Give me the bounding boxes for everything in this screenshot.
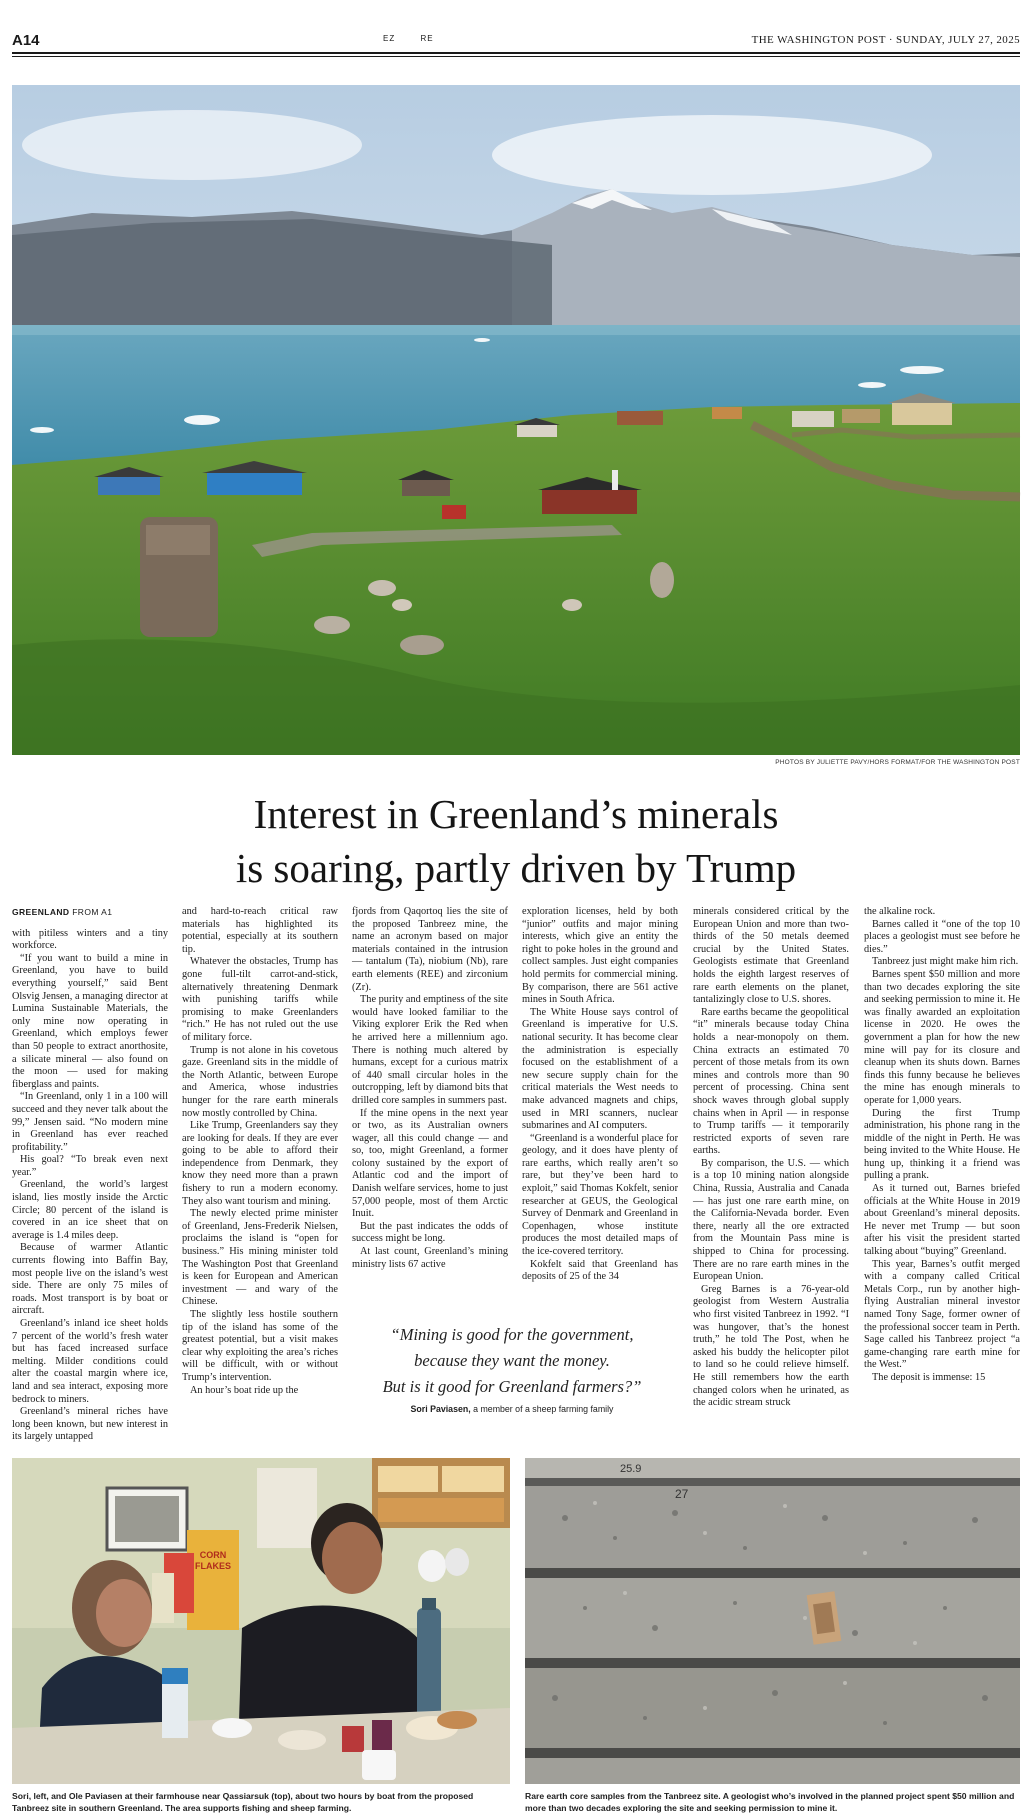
cereal-box-label bbox=[195, 1550, 231, 1571]
headline-line: Interest in Greenland’s minerals bbox=[253, 791, 779, 837]
edition-code: EZ bbox=[383, 34, 396, 43]
photo-farmhouse-kitchen bbox=[12, 1458, 510, 1784]
paper-and-date: THE WASHINGTON POST · SUNDAY, JULY 27, 2025 bbox=[751, 34, 1020, 46]
pull-quote-line: But is it good for Greenland farmers?” bbox=[382, 1377, 642, 1396]
paragraph: The White House says control of Greenland is imperative for U.S. national security. It has become clear the administration is especially focused on the establishment of a new secure supply chain for the critical materials the West needs to make advanced magnets and chips, used in MRI scanners, nuclear submarines and AI computers. bbox=[522, 1006, 678, 1132]
edition-codes bbox=[383, 34, 456, 43]
headline-line: is soaring, partly driven by Trump bbox=[235, 845, 797, 891]
pull-quote bbox=[352, 1322, 672, 1414]
paragraph: “Greenland is a wonderful place for geology, and it does have plenty of rare earths, which really aren’t so rare, but they’ve been hard to exploit,” said Thomas Kokfelt, senior researcher at GEUS, the Geological Survey of Denmark and Greenland in Copenhagen, whose institute produces the most detailed maps of the ice-covered territory. bbox=[522, 1132, 678, 1258]
jump-from: FROM A1 bbox=[72, 907, 113, 917]
page-number: A14 bbox=[12, 31, 40, 49]
paragraph: This year, Barnes’s outfit merged with a company called Critical Metals Corp., run by another high-flying Australian mineral investor named Tony Sage, former owner of the professional soccer team in Perth. Sage called his Tanbreez project “a game-changing rare earth mine for the West.” bbox=[864, 1258, 1020, 1371]
paragraph: Greg Barnes is a 76-year-old geologist from Western Australia who first visited Tanbreez in 1992. “I was hungover, that’s the honest truth,” he told The Post, when he asked his buddy the helicopter pilot to land so he could relieve himself. He still remembers how the earth changed colors when he urinated, as the acidic stream struck bbox=[693, 1283, 849, 1409]
header-rule-thin bbox=[12, 56, 1020, 57]
jump-line bbox=[12, 906, 168, 919]
core-box-marking: 25.9 bbox=[620, 1463, 642, 1475]
paragraph: The newly elected prime minister of Greenland, Jens-Frederik Nielsen, proclaims the island is “open for business.” His mining minister told The Washington Post that Greenland is keen for European and American investment — and wary of the Chinese. bbox=[182, 1208, 338, 1308]
paragraph: Trump is not alone in his covetous gaze. Greenland sits in the middle of the North Atlantic, between Europe and America, whose industries hunger for the rare earth minerals now mostly controlled by China. bbox=[182, 1044, 338, 1119]
paragraph: Greenland, the world’s largest island, lies mostly inside the Arctic Circle; 80 percent of the island is covered in an ice sheet that on average is 1.4 miles deep. bbox=[12, 1179, 168, 1241]
jump-label: GREENLAND bbox=[12, 907, 70, 917]
article-column-6 bbox=[864, 906, 1020, 1426]
paragraph: Because of warmer Atlantic currents flowing into Baffin Bay, most people live on the island’s west side. There are only 75 miles of roads. Most transport is by boat or aircraft. bbox=[12, 1242, 168, 1317]
pull-quote-line: because they want the money. bbox=[414, 1351, 610, 1370]
paragraph: fjords from Qaqortoq lies the site of the proposed Tanbreez mine, the name an acronym based on major materials contained in the intrusion — tantalum (Ta), niobium (Nb), rare earth elements (REE) and zirconium (Zr). bbox=[352, 906, 508, 993]
pull-quote-role: a member of a sheep farming family bbox=[470, 1404, 614, 1414]
headline bbox=[0, 787, 1032, 895]
photo-caption-left: Sori, left, and Ole Paviasen at their farmhouse near Qassiarsuk (top), about two hours by boat from the proposed Tanbreez site in southern Greenland. The area supports fishing and sheep farming. bbox=[12, 1791, 474, 1813]
cereal-box-word-1: CORN bbox=[199, 1550, 227, 1560]
paragraph: the alkaline rock. bbox=[864, 906, 936, 917]
paragraph: Like Trump, Greenlanders say they are looking for deals. If they are ever going to be able to afford their independence from Denmark, they know they need more than a prawn fishery to run a modern economy. They also want tourism and mining. bbox=[182, 1120, 338, 1207]
photo-caption-right: Rare earth core samples from the Tanbreez site. A geologist who’s involved in the planned project spent $50 million and more than two decades exploring the site and seeking permission to mine it. bbox=[525, 1791, 1015, 1813]
paragraph: minerals considered critical by the European Union and more than two-thirds of the 50 metals deemed crucial by the United States. Geologists estimate that Greenland holds the eighth largest reserves of rare earth elements on the planet, tantalizingly close to U.S. shores. bbox=[693, 906, 849, 1006]
paragraph: Tanbreez just might make him rich. bbox=[872, 956, 1019, 968]
edition-code: RE bbox=[420, 34, 434, 43]
paragraph: The deposit is immense: 15 bbox=[872, 1371, 986, 1383]
pull-quote-line: “Mining is good for the government, bbox=[390, 1325, 634, 1344]
kitchen-photo-illustration bbox=[12, 1458, 510, 1784]
paragraph: Rare earths became the geopolitical “it” minerals because today China holds a near-monopoly on them. China extracts an estimated 70 percent of those metals from its own mines and controls more than 90 percent of processing. China sent shock waves through global supply chains when in April — in response to Trump tariffs — it temporarily restricted exports of seven rare earths. bbox=[693, 1006, 849, 1157]
paragraph: and hard-to-reach critical raw materials has highlighted its potential, especially at its southern tip. bbox=[182, 906, 338, 955]
hero-photo-greenland-settlement bbox=[12, 85, 1020, 755]
photo-credit: PHOTOS BY JULIETTE PAVY/HORS FORMAT/FOR THE WASHINGTON POST bbox=[775, 759, 1020, 766]
page-header bbox=[12, 28, 1020, 52]
paragraph: Kokfelt said that Greenland has deposits of 25 of the 34 bbox=[522, 1258, 678, 1283]
hero-photo-illustration bbox=[12, 85, 1020, 755]
paragraph: exploration licenses, held by both “junior” outfits and major mining interests, which give an entity the right to poke holes in the ground and collect samples. Just eight companies hold permits for commercial mining. By comparison, there are 561 active mines in South Africa. bbox=[522, 906, 678, 1006]
paragraph: By comparison, the U.S. — which is a top 10 mining nation alongside China, Russia, Australia and Canada — has just one rare earth mine, on the California-Nevada border. Even there, nearly all the ore extracted from the Mountain Pass mine is shipped to China for processing. There are no rare earth mines in the European Union. bbox=[693, 1157, 849, 1283]
paragraph: Whatever the obstacles, Trump has gone full-tilt carrot-and-stick, alternatively threatening Denmark with punishing tariffs while promising to make Greenlanders “rich.” He has not ruled out the use of military force. bbox=[182, 956, 338, 1043]
article-column-5 bbox=[693, 906, 849, 1426]
paragraph: Barnes spent $50 million and more than two decades exploring the site and seeking permission to mine it. He was finally awarded an exploitation license in 2020. He owes the government a plan for how the new mine will pay for its closure and cleanup when its shuts down. Barnes finds this funny because he believes the mine has enough minerals to operate for 1,000 years. bbox=[864, 968, 1020, 1106]
paragraph: But the past indicates the odds of success might be long. bbox=[352, 1220, 508, 1245]
paragraph: Greenland’s inland ice sheet holds 7 percent of the world’s fresh water but has faced increased surface melting. Milder conditions could alter the coastal margin where ice, land and sea interact, exposing more bedrock to miners. bbox=[12, 1318, 168, 1405]
paragraph: Barnes called it “one of the top 10 places a geologist must see before he dies.” bbox=[864, 918, 1020, 955]
pull-quote-name: Sori Paviasen, bbox=[410, 1404, 471, 1414]
photo-core-samples bbox=[525, 1458, 1020, 1784]
paragraph: “If you want to build a mine in Greenland, you have to build everything yourself,” said Bent Olsvig Jensen, a managing director at Lumina Sustainable Materials, the only mine now operating in Greenland, which employs fewer than 50 people to extract anorthosite, a silicate mineral — also found on the moon — used for making fiberglass and paints. bbox=[12, 952, 168, 1090]
paragraph: with pitiless winters and a tiny workforce. bbox=[12, 927, 168, 952]
paragraph: During the first Trump administration, his phone rang in the middle of the night in Perth. He was being invited to the White House. He hung up, thinking it a friend was pulling a prank. bbox=[864, 1107, 1020, 1182]
paragraph: The purity and emptiness of the site would have looked familiar to the Viking explorer Erik the Red when he arrived here a millennium ago. There is nothing much altered by humans, except for a curious matrix of 440 small circular holes in the outcropping, left by diamond bits that drilled core samples in summers past. bbox=[352, 994, 508, 1106]
cereal-box-word-2: FLAKES bbox=[195, 1561, 231, 1571]
core-samples-photo-illustration bbox=[525, 1458, 1020, 1784]
paragraph: Greenland’s mineral riches have long been known, but new interest in its largely untapped bbox=[12, 1406, 168, 1443]
paragraph: At last count, Greenland’s mining ministry lists 67 active bbox=[352, 1246, 508, 1270]
header-rule bbox=[12, 52, 1020, 54]
pull-quote-attribution bbox=[352, 1404, 672, 1414]
article-column-1 bbox=[12, 906, 168, 1443]
paragraph: As it turned out, Barnes briefed officials at the White House in 2019 about Greenland’s mineral deposits. He never met Trump — but soon after his visit the president started talking about “buying” Greenland. bbox=[864, 1183, 1020, 1258]
paragraph: An hour’s boat ride up the bbox=[190, 1384, 299, 1396]
article-column-2 bbox=[182, 906, 338, 1426]
article-column-4 bbox=[522, 906, 678, 1311]
article-column-3 bbox=[352, 906, 508, 1311]
paragraph: “In Greenland, only 1 in a 100 will succeed and they never talk about the 99,” Jensen said. “No modern mine in Greenland has ever reached profitability.” bbox=[12, 1091, 168, 1153]
paragraph: The slightly less hostile southern tip of the island has some of the greatest potential, but a visit makes clear why exploiting the area’s riches will be difficult, with or without Trump’s intervention. bbox=[182, 1309, 338, 1383]
paragraph: If the mine opens in the next year or two, as its Australian owners wager, all this could change — and so, too, might Greenland, a former colony sustained by the export of Atlantic cod and the import of Danish welfare services, home to just 57,000 people, most of them Arctic Inuit. bbox=[352, 1107, 508, 1220]
core-box-marking: 27 bbox=[675, 1487, 689, 1501]
paragraph: His goal? “To break even next year.” bbox=[12, 1154, 168, 1178]
